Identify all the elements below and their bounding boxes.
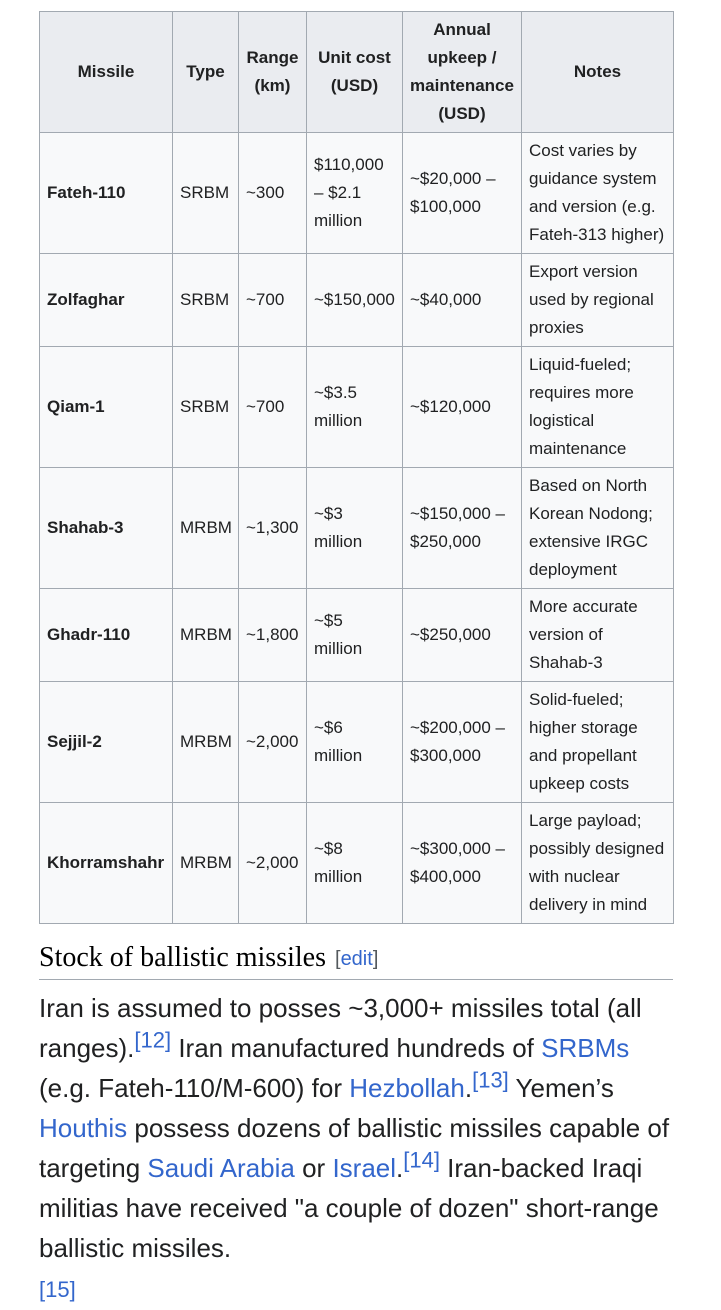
missile-range: ~2,000 <box>239 682 307 803</box>
paragraph-text: Yemen’s <box>508 1073 614 1103</box>
missile-upkeep: ~$20,000 – $100,000 <box>403 133 522 254</box>
missile-range: ~2,000 <box>239 803 307 924</box>
link-saudi-arabia[interactable]: Saudi Arabia <box>147 1153 295 1183</box>
missile-type: MRBM <box>173 468 239 589</box>
reference-13 <box>472 1067 509 1092</box>
missile-name: Zolfaghar <box>40 254 173 347</box>
reference-14 <box>403 1147 440 1172</box>
paragraph-text: Iran-backed Iraqi militias have received "a couple of dozen" short-range ballistic missiles. <box>39 1153 659 1263</box>
link-srbms[interactable]: SRBMs <box>541 1033 630 1063</box>
missile-name: Qiam-1 <box>40 347 173 468</box>
missile-unit-cost: ~$3.5 million <box>307 347 403 468</box>
reference-15-link[interactable]: [15] <box>39 1277 76 1302</box>
header-unit-cost[interactable]: Unit cost (USD) <box>307 12 403 133</box>
paragraph-text: . <box>396 1153 404 1183</box>
reference-13-link[interactable]: [13] <box>472 1067 509 1093</box>
paragraph-text: (e.g. Fateh-110/M-600) for <box>39 1073 350 1103</box>
missile-name: Khorramshahr <box>40 803 173 924</box>
missile-range: ~300 <box>239 133 307 254</box>
missile-range: ~700 <box>239 254 307 347</box>
missile-type: SRBM <box>173 254 239 347</box>
missile-upkeep: ~$120,000 <box>403 347 522 468</box>
missile-unit-cost: ~$8 million <box>307 803 403 924</box>
header-type[interactable]: Type <box>173 12 239 133</box>
missile-table-container <box>39 11 673 924</box>
reference-14-link[interactable]: [14] <box>403 1147 440 1173</box>
missile-name: Shahab-3 <box>40 468 173 589</box>
header-range[interactable]: Range (km) <box>239 12 307 133</box>
table-row <box>40 133 674 254</box>
missile-type: MRBM <box>173 803 239 924</box>
missile-unit-cost: ~$150,000 <box>307 254 403 347</box>
table-row <box>40 803 674 924</box>
missile-notes: Solid-fueled; higher storage and propellant upkeep costs <box>522 682 674 803</box>
paragraph-text: possess dozens of ballistic missiles capable of targeting <box>39 1113 670 1183</box>
link-houthis[interactable]: Houthis <box>39 1113 128 1143</box>
missile-notes: More accurate version of Shahab-3 <box>522 589 674 682</box>
missile-range: ~1,800 <box>239 589 307 682</box>
missile-table <box>39 11 674 924</box>
header-missile[interactable]: Missile <box>40 12 173 133</box>
missile-upkeep: ~$150,000 – $250,000 <box>403 468 522 589</box>
link-hezbollah[interactable]: Hezbollah <box>349 1073 465 1103</box>
paragraph-text: . <box>464 1073 473 1103</box>
edit-bracket-open: [ <box>335 948 341 970</box>
header-upkeep[interactable]: Annual upkeep / maintenance (USD) <box>403 12 522 133</box>
edit-section <box>335 948 378 971</box>
paragraph-text: Iran is assumed to posses ~3,000+ missiles total (all ranges). <box>39 993 642 1063</box>
missile-name: Fateh-110 <box>40 133 173 254</box>
edit-bracket-close: ] <box>372 948 379 970</box>
table-row <box>40 468 674 589</box>
missile-notes: Liquid-fueled; requires more logistical maintenance <box>522 347 674 468</box>
paragraph-text: Iran manufactured hundreds of <box>171 1033 542 1063</box>
missile-unit-cost: ~$5 million <box>307 589 403 682</box>
missile-upkeep: ~$40,000 <box>403 254 522 347</box>
missile-range: ~700 <box>239 347 307 468</box>
edit-link[interactable]: edit <box>340 948 373 970</box>
missile-upkeep: ~$250,000 <box>403 589 522 682</box>
table-row <box>40 589 674 682</box>
stock-paragraph <box>39 988 679 1310</box>
missile-notes: Cost varies by guidance system and version (e.g. Fateh-313 higher) <box>522 133 674 254</box>
table-row <box>40 682 674 803</box>
missile-unit-cost: ~$6 million <box>307 682 403 803</box>
missile-notes: Export version used by regional proxies <box>522 254 674 347</box>
missile-type: SRBM <box>173 133 239 254</box>
missile-notes: Large payload; possibly designed with nuclear delivery in mind <box>522 803 674 924</box>
reference-12 <box>134 1027 171 1052</box>
missile-type: MRBM <box>173 589 239 682</box>
table-header-row <box>40 12 674 133</box>
missile-name: Sejjil-2 <box>40 682 173 803</box>
missile-unit-cost: ~$3 million <box>307 468 403 589</box>
link-israel[interactable]: Israel <box>332 1153 397 1183</box>
section-title: Stock of ballistic missiles <box>39 942 326 973</box>
missile-type: MRBM <box>173 682 239 803</box>
missile-upkeep: ~$300,000 – $400,000 <box>403 803 522 924</box>
reference-12-link[interactable]: [12] <box>134 1027 172 1053</box>
table-row <box>40 347 674 468</box>
table-row <box>40 254 674 347</box>
header-notes[interactable]: Notes <box>522 12 674 133</box>
paragraph-text: or <box>294 1153 333 1183</box>
missile-upkeep: ~$200,000 – $300,000 <box>403 682 522 803</box>
missile-notes: Based on North Korean Nodong; extensive IRGC deployment <box>522 468 674 589</box>
missile-type: SRBM <box>173 347 239 468</box>
missile-name: Ghadr-110 <box>40 589 173 682</box>
section-heading <box>39 936 673 980</box>
missile-unit-cost: $110,000 – $2.1 million <box>307 133 403 254</box>
missile-range: ~1,300 <box>239 468 307 589</box>
